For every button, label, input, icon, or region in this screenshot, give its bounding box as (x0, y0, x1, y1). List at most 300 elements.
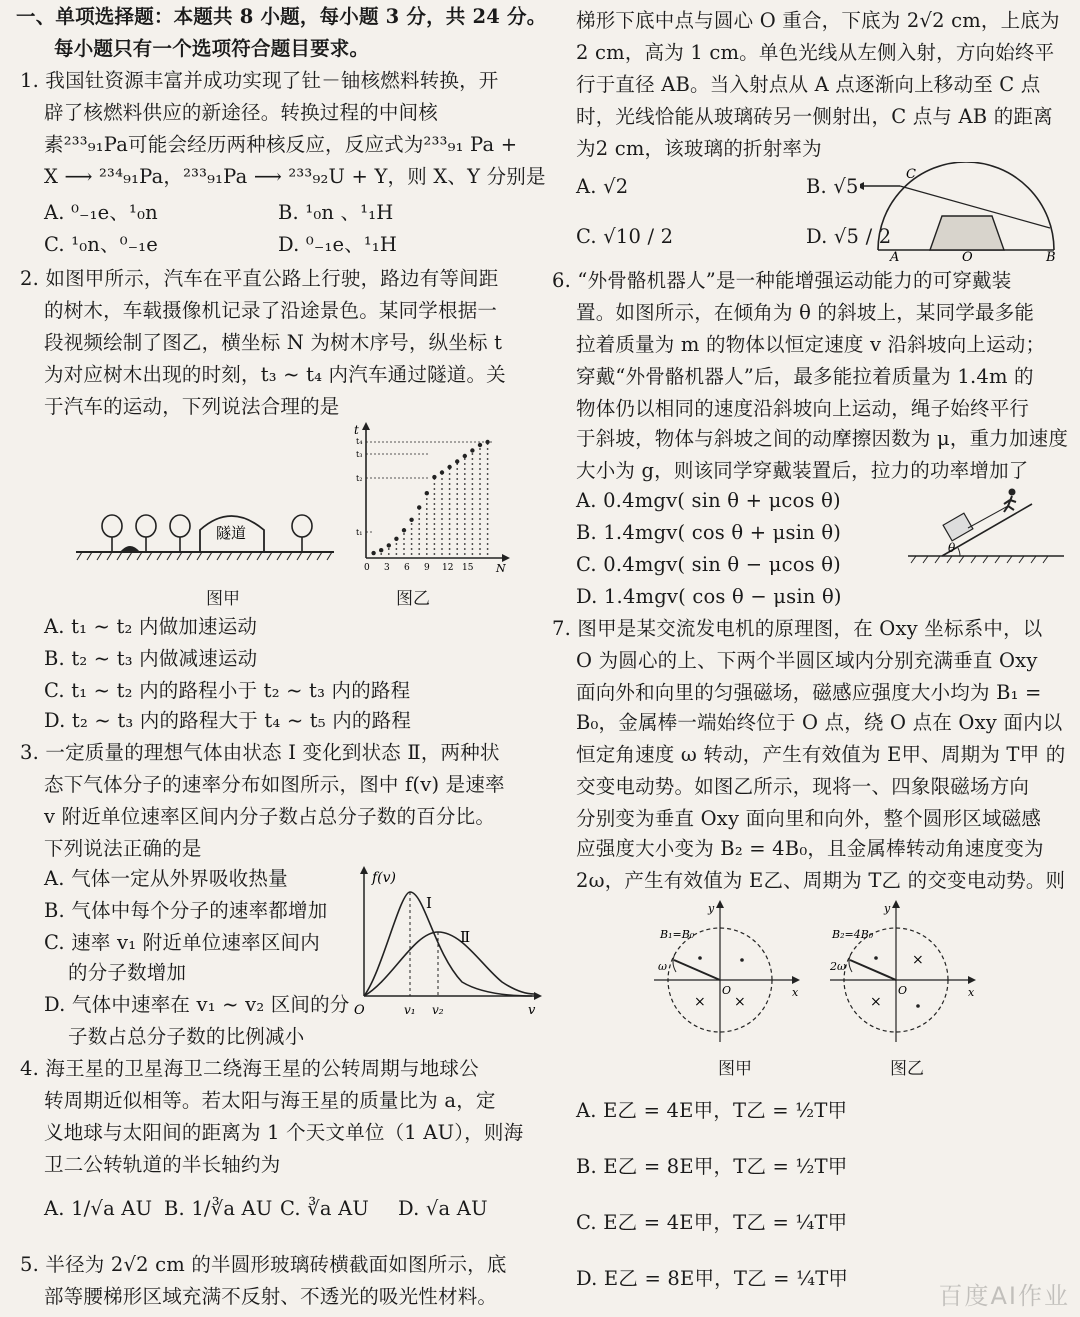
q2-dot (464, 473, 466, 475)
q2-dot (449, 543, 451, 545)
q6-slope-figure (908, 486, 1068, 566)
q2-tick-6: 6 (404, 563, 410, 573)
q5-point-c: C (906, 167, 916, 182)
q2-dot (479, 488, 481, 490)
q2-dot (487, 538, 489, 540)
q2-dot (434, 528, 436, 530)
q2-line-1: 2. 如图甲所示，汽车在平直公路上行驶，路边有等间距 (20, 267, 499, 290)
q2-dot (464, 468, 466, 470)
tree-icon (102, 515, 312, 552)
section-title: 一、单项选择题：本题共 8 小题，每小题 3 分，共 24 分。 (16, 5, 547, 28)
q2-dot (464, 508, 466, 510)
q2-dot (449, 533, 451, 535)
q3-option-d-cont: 子数占总分子数的比例减小 (68, 1025, 305, 1048)
q2-dot (434, 498, 436, 500)
q7-line-4: B₀，金属棒一端始终位于 O 点，绕 O 点在 Oxy 面内以 (576, 711, 1063, 734)
q2-dot (479, 548, 481, 550)
car-icon (120, 546, 140, 552)
q6-line-3: 拉着质量为 m 的物体以恒定速度 v 沿斜坡向上运动； (576, 333, 1046, 356)
q1-line-4: X ⟶ ²³⁴₉₁Pa，²³³₉₁Pa ⟶ ²³³₉₂U + Y，则 X、Y 分别是 (44, 165, 546, 188)
q2-caption-yi: 图乙 (396, 589, 430, 609)
q2-dot (441, 518, 443, 520)
q2-dot (441, 503, 443, 505)
q2-dot (456, 508, 458, 510)
q2-dot (479, 513, 481, 515)
q4-option-b[interactable]: B. 1/∛a AU (164, 1197, 273, 1220)
q2-dot (434, 523, 436, 525)
q2-dot (472, 553, 474, 555)
q2-dot (479, 453, 481, 455)
q2-dot (472, 533, 474, 535)
q7-line-7: 分别变为垂直 Oxy 面向里和向外，整个圆形区域磁感 (576, 807, 1042, 830)
q2-dot (472, 453, 474, 455)
q3-line-3: v 附近单位速率区间内分子数占总分子数的百分比。 (44, 805, 496, 828)
q1-line-1: 1. 我国钍资源丰富并成功实现了钍－铀核燃料转换，开 (20, 69, 499, 92)
q2-option-a[interactable]: A. t₁ ~ t₂ 内做加速运动 (44, 615, 258, 638)
q2-dot (449, 473, 451, 475)
q5-point-o: O (962, 250, 973, 262)
q2-dot (426, 503, 428, 505)
q7-yi-w-label: 2ω (830, 960, 846, 973)
q3-origin: O (354, 1003, 365, 1018)
q6-option-c[interactable]: C. 0.4mgv( sin θ − μcos θ) (576, 553, 841, 576)
q2-dot (418, 518, 420, 520)
q2-dot (487, 488, 489, 490)
q6-option-a[interactable]: A. 0.4mgv( sin θ + μcos θ) (576, 489, 841, 512)
q2-tick-15: 15 (462, 563, 474, 573)
q2-dot (472, 528, 474, 530)
q2-dot (434, 483, 436, 485)
q2-dot (426, 548, 428, 550)
q2-tick-12: 12 (442, 563, 454, 573)
q2-dot (487, 553, 489, 555)
q2-dot (472, 518, 474, 520)
q2-dot (487, 528, 489, 530)
q2-dot (464, 513, 466, 515)
q2-tick-3: 3 (384, 563, 390, 573)
q2-dot (479, 493, 481, 495)
q2-dot (441, 498, 443, 500)
q2-dot (456, 543, 458, 545)
q6-line-5: 物体仍以相同的速度沿斜坡向上运动，绳子始终平行 (576, 397, 1030, 420)
q2-option-d[interactable]: D. t₂ ~ t₃ 内的路程大于 t₄ ~ t₅ 内的路程 (44, 709, 412, 732)
q7-line-3: 面向外和向里的匀强磁场，磁感应强度大小均为 B₁ = (576, 681, 1042, 704)
q2-dot (472, 538, 474, 540)
q2-dot (472, 503, 474, 505)
q2-dot (464, 478, 466, 480)
q2-dot (441, 483, 443, 485)
q2-dot (456, 473, 458, 475)
q5-line-1: 5. 半径为 2√2 cm 的半圆形玻璃砖横截面如图所示，底 (20, 1253, 507, 1276)
q5-option-a[interactable]: A. √2 (576, 175, 629, 198)
q6-option-b[interactable]: B. 1.4mgv( cos θ + μsin θ) (576, 521, 842, 544)
q2-dot (464, 518, 466, 520)
q2-dot (487, 548, 489, 550)
q3-option-d[interactable]: D. 气体中速率在 v₁ ~ v₂ 区间的分 (44, 993, 350, 1016)
q2-dot (426, 528, 428, 530)
q2-dot (487, 513, 489, 515)
q2-dot (472, 548, 474, 550)
q2-dot (426, 538, 428, 540)
q4-line-1: 4. 海王星的卫星海卫二绕海王星的公转周期与地球公 (20, 1057, 479, 1080)
q2-dot (472, 468, 474, 470)
q2-dot (403, 533, 405, 535)
q2-dot (434, 503, 436, 505)
q2-data-point (470, 448, 474, 452)
q2-dot (472, 478, 474, 480)
q2-dot (396, 543, 398, 545)
q2-dot (464, 463, 466, 465)
q6-line-4: 穿戴“外骨骼机器人”后，最多能拉着质量为 1.4m 的 (576, 365, 1034, 388)
q2-dot (434, 488, 436, 490)
q2-dot (472, 513, 474, 515)
q2-dot (464, 458, 466, 460)
q6-line-1: 6. “外骨骼机器人”是一种能增强运动能力的可穿戴装 (552, 269, 1012, 292)
q2-option-b[interactable]: B. t₂ ~ t₃ 内做减速运动 (44, 647, 258, 670)
q2-dot (426, 543, 428, 545)
q2-dot (464, 498, 466, 500)
q7-line-5: 恒定角速度 ω 转动，产生有效值为 E甲、周期为 T甲 的 (576, 743, 1066, 766)
q2-data-point (394, 537, 398, 541)
q2-dot (411, 523, 413, 525)
q2-dot (380, 553, 382, 555)
q2-dot (464, 553, 466, 555)
q5-line-5: 行于直径 AB。当入射点从 A 点逐渐向上移动至 C 点 (576, 73, 1041, 96)
q2-dot (479, 498, 481, 500)
q1-line-2: 辟了核燃料供应的新途径。转换过程的中间核 (44, 101, 439, 124)
q2-line-3: 段视频绘制了图乙，横坐标 N 为树木序号，纵坐标 t (44, 331, 503, 354)
q2-axis-t: t (354, 423, 359, 437)
q2-dot (464, 533, 466, 535)
q2-dot (456, 518, 458, 520)
q2-data-point (371, 551, 375, 555)
q2-dot (464, 523, 466, 525)
q2-dot (388, 553, 390, 555)
q2-dot (456, 538, 458, 540)
q2-dot (434, 543, 436, 545)
q2-dot (472, 508, 474, 510)
q2-dot (487, 503, 489, 505)
q2-dot (418, 548, 420, 550)
q4-line-3: 义地球与太阳间的距离为 1 个天文单位（1 AU），则海 (44, 1121, 524, 1144)
q2-dot (441, 508, 443, 510)
q2-dot (449, 538, 451, 540)
q2-dot (487, 523, 489, 525)
q2-dot (487, 478, 489, 480)
q2-dot (441, 548, 443, 550)
q3-v-axis: v (528, 1003, 536, 1018)
q2-dot (418, 533, 420, 535)
q2-data-point (379, 548, 383, 552)
q2-dot (449, 478, 451, 480)
cross-icon: × (694, 994, 706, 1010)
q2-dot (449, 523, 451, 525)
q2-dot (456, 468, 458, 470)
q2-dot (456, 488, 458, 490)
q2-data-point (417, 505, 421, 509)
q2-dot (479, 458, 481, 460)
q2-dot (487, 508, 489, 510)
q2-dot (456, 523, 458, 525)
q2-dot (479, 518, 481, 520)
q1-option-a[interactable]: A. ⁰₋₁e、¹₀n (44, 201, 158, 224)
person-icon (1009, 489, 1016, 496)
q2-dot (472, 523, 474, 525)
q2-dot (464, 483, 466, 485)
q2-dot (449, 488, 451, 490)
q2-dot (449, 548, 451, 550)
q5-option-d[interactable]: D. √5 / 2 (806, 225, 892, 248)
q7-line-6: 交变电动势。如图乙所示，现将一、四象限磁场方向 (576, 775, 1030, 798)
q2-dot (411, 528, 413, 530)
q2-data-point (409, 518, 413, 522)
q2-dot (479, 448, 481, 450)
q2-dot (487, 533, 489, 535)
q5-line-6: 时，光线恰能从玻璃砖另一侧射出，C 点与 AB 的距离 (576, 105, 1053, 128)
q2-dot (449, 493, 451, 495)
section-subtitle: 每小题只有一个选项符合题目要求。 (54, 37, 370, 60)
q2-dot (472, 488, 474, 490)
q2-dot (441, 513, 443, 515)
q2-dot (464, 493, 466, 495)
q2-dot (449, 518, 451, 520)
q2-dot (456, 553, 458, 555)
q2-dot (426, 513, 428, 515)
q2-dot (434, 493, 436, 495)
q2-dot (456, 503, 458, 505)
q2-data-point (463, 454, 467, 458)
q2-dot (472, 463, 474, 465)
q5-line-3: 梯形下底中点与圆心 O 重合，下底为 2√2 cm，上底为 (576, 9, 1060, 32)
q7-yi-b-label: B₂=4B₀ (832, 928, 874, 941)
q4-option-d[interactable]: D. √a AU (398, 1197, 488, 1220)
q2-dot (479, 553, 481, 555)
q7-option-b[interactable]: B. E乙 = 8E甲，T乙 = ½T甲 (576, 1155, 848, 1178)
q2-dot (403, 538, 405, 540)
q2-dot (479, 508, 481, 510)
q2-dot (472, 483, 474, 485)
q2-dot (426, 553, 428, 555)
q2-dot (487, 518, 489, 520)
q2-dot (411, 543, 413, 545)
q2-dot (464, 503, 466, 505)
q7-yi-o: O (898, 984, 908, 997)
q2-dot (464, 488, 466, 490)
q2-dot (456, 478, 458, 480)
q2-dot (464, 543, 466, 545)
q2-dot (456, 493, 458, 495)
q3-line-1: 3. 一定质量的理想气体由状态 Ⅰ 变化到状态 Ⅱ，两种状 (20, 741, 500, 764)
q2-dot (434, 533, 436, 535)
q2-dot (411, 538, 413, 540)
q3-curve-II-label: Ⅱ (460, 928, 471, 946)
q2-dot (449, 483, 451, 485)
tunnel-label: 隧道 (216, 524, 247, 542)
q7-line-2: O 为圆心的上、下两个半圆区域内分别充满垂直 Oxy (576, 649, 1038, 672)
q5-point-a: A (890, 250, 900, 262)
q2-dot (479, 478, 481, 480)
q2-data-points (371, 440, 489, 555)
q2-dot (479, 543, 481, 545)
q2-dot (418, 543, 420, 545)
q2-dot (449, 513, 451, 515)
q2-dot (487, 493, 489, 495)
q3-v1-label: v₁ (404, 1003, 416, 1017)
q2-dot (464, 538, 466, 540)
q2-dot (418, 528, 420, 530)
q2-dot (487, 483, 489, 485)
q2-data-point (402, 528, 406, 532)
q6-line-6: 于斜坡，物体与斜坡之间的动摩擦因数为 μ，重力加速度 (576, 427, 1069, 450)
q2-dot (411, 553, 413, 555)
q2-dot (403, 548, 405, 550)
q2-dot (449, 553, 451, 555)
q2-data-point (440, 470, 444, 474)
q2-dot (464, 528, 466, 530)
q1-option-c[interactable]: C. ¹₀n、⁰₋₁e (44, 233, 158, 256)
q6-line-2: 置。如图所示，在倾角为 θ 的斜坡上，某同学最多能 (576, 301, 1035, 324)
q2-dot (449, 498, 451, 500)
q2-dot (472, 498, 474, 500)
q2-dot (441, 543, 443, 545)
q2-dot (441, 538, 443, 540)
q2-dot (411, 548, 413, 550)
q2-dot (472, 458, 474, 460)
q2-dot (472, 473, 474, 475)
q2-caption-jia: 图甲 (206, 589, 240, 609)
q2-dot (487, 458, 489, 460)
q2-dot (403, 553, 405, 555)
q2-dot (487, 498, 489, 500)
q1-option-d[interactable]: D. ⁰₋₁e、¹₁H (278, 233, 398, 256)
q2-dot (396, 553, 398, 555)
q7-yi-x: x (968, 986, 975, 999)
q2-dot (487, 543, 489, 545)
q2-dot (456, 533, 458, 535)
cross-icon: × (870, 994, 882, 1010)
q7-option-c[interactable]: C. E乙 = 4E甲，T乙 = ¼T甲 (576, 1211, 848, 1234)
q7-line-1: 7. 图甲是某交流发电机的原理图，在 Oxy 坐标系中，以 (552, 617, 1043, 640)
q1-line-3: 素²³³₉₁Pa可能会经历两种核反应，反应式为²³³₉₁ Pa + (44, 133, 518, 156)
q7-line-8: 应强度大小变为 B₂ = 4B₀，且金属棒转动角速度变为 (576, 837, 1044, 860)
q2-dot (426, 533, 428, 535)
q7-option-a[interactable]: A. E乙 = 4E甲，T乙 = ½T甲 (576, 1099, 848, 1122)
q3-option-c[interactable]: C. 速率 v₁ 附近单位速率区间内 (44, 931, 320, 954)
watermark-logo: 百度AI作业 (938, 1282, 1070, 1310)
q2-option-c[interactable]: C. t₁ ~ t₂ 内的路程小于 t₂ ~ t₃ 内的路程 (44, 679, 411, 702)
cross-icon: × (912, 952, 924, 968)
q7-jia-x: x (792, 986, 799, 999)
q2-dot (418, 523, 420, 525)
q2-dot (434, 538, 436, 540)
q2-dot (472, 493, 474, 495)
q2-data-point (447, 465, 451, 469)
q2-dot (426, 518, 428, 520)
q2-dot (426, 508, 428, 510)
q3-fv-label: f(v) (372, 870, 397, 886)
q2-dot (434, 518, 436, 520)
q2-dot (434, 513, 436, 515)
q2-dot (396, 548, 398, 550)
q5-line-2: 部等腰梯形区域充满不反射、不透光的吸光性材料。 (44, 1285, 498, 1308)
q2-dot (464, 548, 466, 550)
q3-line-4: 下列说法正确的是 (44, 837, 202, 860)
q2-dot (479, 463, 481, 465)
q2-dot (479, 538, 481, 540)
q3-line-2: 态下气体分子的速率分布如图所示，图中 f(v) 是速率 (44, 773, 505, 796)
q2-dot (487, 453, 489, 455)
q2-dot (441, 553, 443, 555)
q7-jia-y: y (708, 902, 715, 915)
q2-line-4: 为对应树木出现的时刻，t₃ ~ t₄ 内汽车通过隧道。关 (44, 363, 506, 386)
q2-data-point (478, 443, 482, 447)
q3-speed-distribution-graph (352, 862, 542, 1022)
q2-dot (434, 553, 436, 555)
q2-dot (441, 478, 443, 480)
q2-line-5: 于汽车的运动，下列说法合理的是 (44, 395, 340, 418)
q7-line-9: 2ω，产生有效值为 E乙、周期为 T乙 的交变电动势。则 (576, 869, 1066, 892)
q4-line-4: 卫二公转轨道的半长轴约为 (44, 1153, 281, 1176)
q5-point-b: B (1046, 250, 1056, 262)
q6-option-d[interactable]: D. 1.4mgv( cos θ − μsin θ) (576, 585, 842, 608)
q2-data-point (432, 475, 436, 479)
q1-option-b[interactable]: B. ¹₀n 、¹₁H (278, 201, 394, 224)
q2-t2-label: t₂ (356, 474, 363, 483)
q2-tick-9: 9 (424, 563, 430, 573)
q2-dot (487, 468, 489, 470)
q2-t1-label: t₁ (356, 528, 363, 537)
q4-option-a[interactable]: A. 1/√a AU (44, 1197, 153, 1220)
q7-jia-o: O (722, 984, 732, 997)
q3-option-a[interactable]: A. 气体一定从外界吸收热量 (44, 867, 288, 890)
q3-curve-I-label: Ⅰ (426, 894, 432, 912)
q2-dot (388, 548, 390, 550)
block-icon (943, 513, 973, 541)
q2-data-point (425, 491, 429, 495)
q2-dot (456, 483, 458, 485)
q3-option-c-cont: 的分子数增加 (68, 961, 187, 984)
curve-state-1 (364, 892, 532, 996)
q2-figure-jia (76, 490, 336, 565)
q2-dot (472, 543, 474, 545)
q7-jia-w-label: ω (658, 960, 667, 973)
q4-option-c[interactable]: C. ∛a AU (280, 1197, 369, 1220)
q2-dot (411, 533, 413, 535)
q2-dot (479, 503, 481, 505)
q2-dot (441, 533, 443, 535)
q2-data-point (387, 543, 391, 547)
q7-jia-b-label: B₁=B₀ (660, 928, 695, 941)
q5-line-4: 2 cm，高为 1 cm。单色光线从左侧入射，方向始终平 (576, 41, 1055, 64)
q7-option-d[interactable]: D. E乙 = 8E甲，T乙 = ¼T甲 (576, 1267, 849, 1290)
q2-dot (487, 448, 489, 450)
q2-dot (441, 523, 443, 525)
q5-semicircle-figure (860, 162, 1066, 262)
q2-axis-n: N (496, 562, 506, 574)
q7-caption-yi: 图乙 (890, 1059, 924, 1079)
q2-dot (479, 483, 481, 485)
q5-option-b[interactable]: B. √5 (806, 175, 859, 198)
q2-line-2: 的树木，车载摄像机记录了沿途景色。某同学根据一 (44, 299, 498, 322)
q2-dot (487, 473, 489, 475)
q2-dot (449, 508, 451, 510)
q2-dot (479, 523, 481, 525)
q5-option-c[interactable]: C. √10 / 2 (576, 225, 674, 248)
q2-dot (434, 508, 436, 510)
ground-hatching (77, 552, 332, 560)
q3-option-b[interactable]: B. 气体中每个分子的速率都增加 (44, 899, 328, 922)
q2-dot (426, 498, 428, 500)
